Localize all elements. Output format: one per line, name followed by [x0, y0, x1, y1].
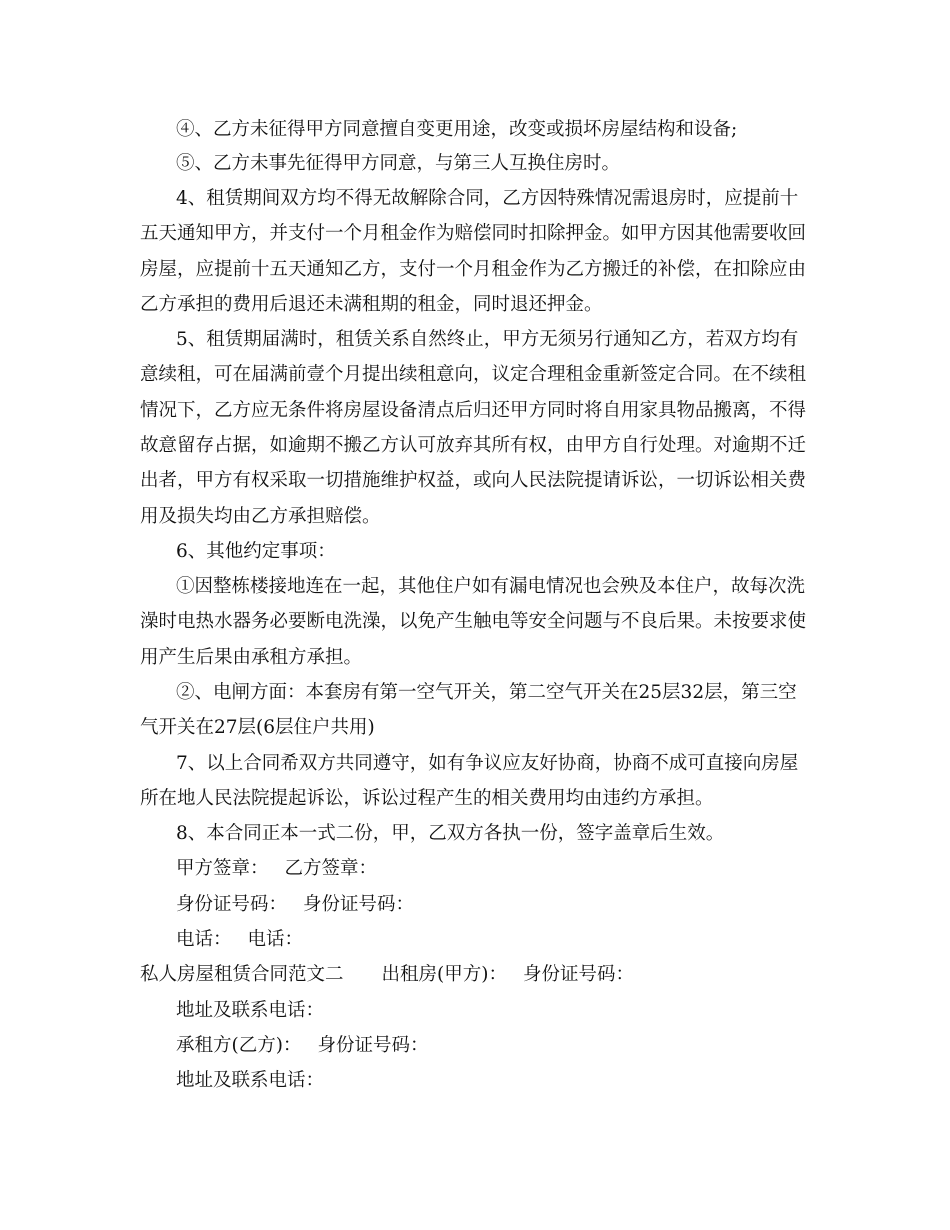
party-a-phone-label: 电话： [176, 929, 232, 950]
paragraph-line: 4、租赁期间双方均不得无故解除合同，乙方因特殊情况需退房时，应提前十 [176, 188, 799, 209]
paragraph-line: 6、其他约定事项： [176, 541, 336, 562]
id-number-row [176, 893, 414, 917]
paragraph-line: 房屋，应提前十五天通知乙方，支付一个月租金作为乙方搬迁的补偿，在扣除应由 [140, 259, 807, 280]
lessor-id-label: 身份证号码： [522, 964, 634, 985]
paragraph-line: 用产生后果由承租方承担。 [140, 647, 363, 668]
paragraph-line: ②、电闸方面：本套房有第一空气开关，第二空气开关在25层32层，第三空 [176, 682, 797, 703]
lessor-label: 出租房(甲方)： [381, 964, 507, 985]
second-contract-header [140, 963, 634, 987]
lessee-label: 承租方(乙方)： [176, 1035, 302, 1056]
paragraph-line: 所在地人民法院提起诉讼，诉讼过程产生的相关费用均由违约方承担。 [140, 788, 714, 809]
lessee-row [176, 1034, 428, 1058]
party-b-id-label: 身份证号码： [303, 894, 415, 915]
second-contract-title: 私人房屋租赁合同范文二 [140, 964, 344, 985]
party-a-id-label: 身份证号码： [176, 894, 288, 915]
party-b-phone-label: 电话： [247, 929, 304, 950]
paragraph-line: 故意留存占据，如逾期不搬乙方认可放弃其所有权，由甲方自行处理。对逾期不迁 [140, 435, 807, 456]
paragraph-line: 气开关在27层(6层住户共用) [140, 717, 375, 738]
phone-row [176, 928, 303, 952]
paragraph-line: 情况下，乙方应无条件将房屋设备清点后归还甲方同时将自用家具物品搬离，不得 [140, 400, 807, 421]
paragraph-line: 5、租赁期届满时，租赁关系自然终止，甲方无须另行通知乙方，若双方均有 [176, 329, 799, 350]
paragraph-line: 澡时电热水器务必要断电洗澡，以免产生触电等安全问题与不良后果。未按要求使 [140, 611, 807, 632]
lessor-address-label: 地址及联系电话： [176, 1000, 325, 1021]
paragraph-line: 用及损失均由乙方承担赔偿。 [140, 506, 381, 527]
party-a-signature-label: 甲方签章： [176, 858, 269, 879]
paragraph-line: 7、以上合同希双方共同遵守，如有争议应友好协商，协商不成可直接向房屋 [176, 753, 799, 774]
paragraph-line: ④、乙方未征得甲方同意擅自变更用途，改变或损坏房屋结构和设备; [176, 119, 738, 140]
paragraph-line: 五天通知甲方，并支付一个月租金作为赔偿同时扣除押金。如甲方因其他需要收回 [140, 223, 807, 244]
paragraph-line: ⑤、乙方未事先征得甲方同意，与第三人互换住房时。 [176, 153, 621, 174]
signature-row [176, 857, 377, 881]
paragraph-line: 乙方承担的费用后退还未满租期的租金，同时退还押金。 [140, 294, 603, 315]
paragraph-line: 8、本合同正本一式二份，甲，乙双方各执一份，签字盖章后生效。 [176, 823, 725, 844]
paragraph-line: ①因整栋楼接地连在一起，其他住户如有漏电情况也会殃及本住户，故每次洗 [176, 576, 806, 597]
paragraph-line: 出者，甲方有权采取一切措施维护权益，或向人民法院提请诉讼，一切诉讼相关费 [140, 470, 807, 491]
paragraph-line: 意续租，可在届满前壹个月提出续租意向，议定合理租金重新签定合同。在不续租 [140, 364, 807, 385]
lessee-id-label: 身份证号码： [317, 1035, 429, 1056]
party-b-signature-label: 乙方签章： [284, 858, 378, 879]
lessee-address-label: 地址及联系电话： [176, 1070, 325, 1091]
